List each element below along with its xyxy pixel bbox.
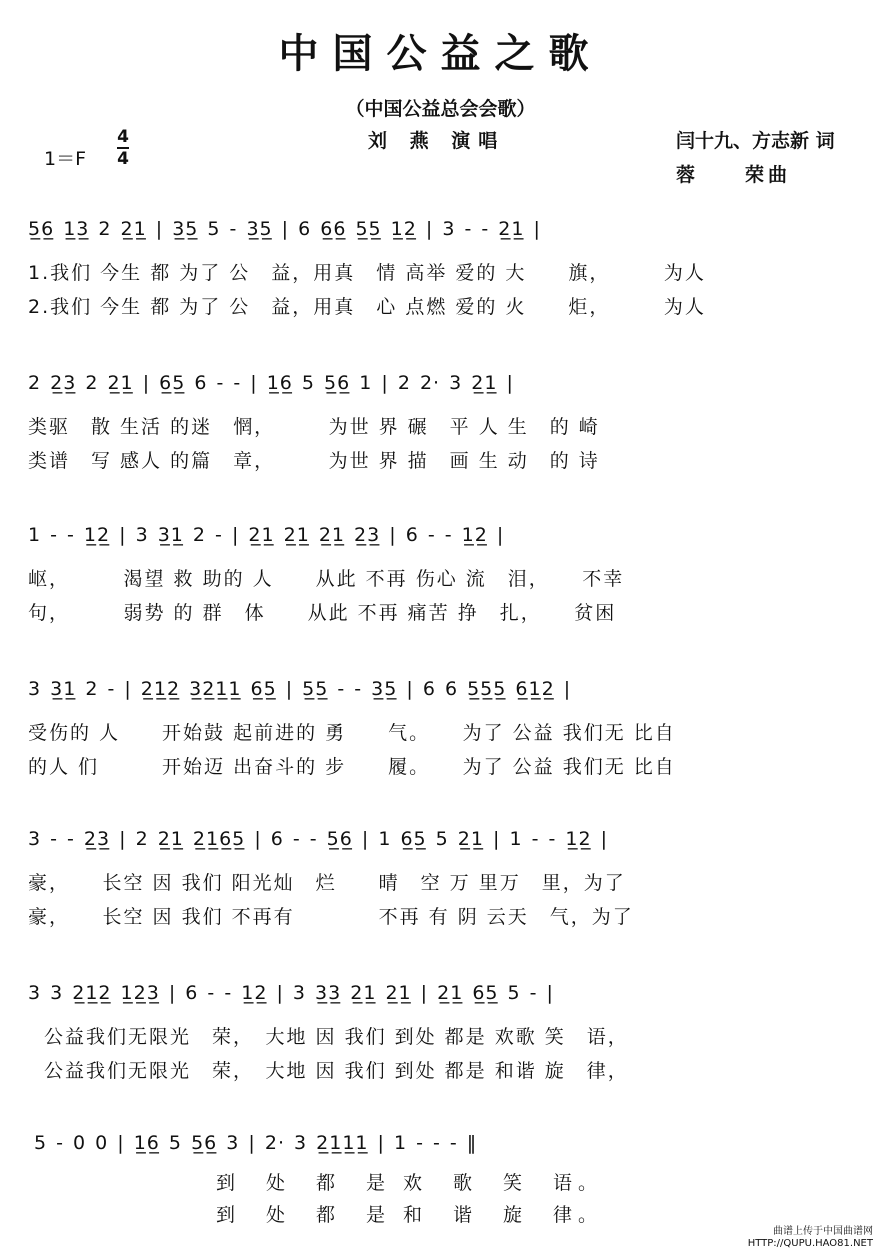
score-system-1 — [0, 218, 881, 346]
notation-line: 5 - 0 0 | 1̲6̲ 5 5̲6̲ 3 | 2· 3 2̲1̲1̲1̲ | 1 - - - ‖ — [34, 1132, 478, 1154]
notation-line: 3 - - 2̲3̲ | 2 2̲1̲ 2̲1̲6̲5̲ | 6 - - 5̲6̲ | 1 6̲5̲ 5 2̲1̲ | 1 - - 1̲2̲ | — [28, 828, 608, 850]
watermark-line-1: 曲谱上传于中国曲谱网 — [773, 1226, 873, 1237]
score-system-3 — [0, 524, 881, 652]
lyric-verse-2: 2.我们 今生 都 为了 公 益，用真 心 点燃 爱的 火 炬， 为人 — [28, 296, 706, 318]
lyric-verse-2: 公益我们无限光 荣， 大地 因 我们 到处 都是 和谐 旋 律， — [44, 1060, 629, 1082]
lyric-verse-2: 的人 们 开始迈 出奋斗的 步 履。 为了 公益 我们无 比自 — [28, 756, 676, 778]
composer-credit: 蓉 荣曲 — [676, 164, 792, 186]
lyric-verse-2: 到 处 都 是 和 谐 旋 律。 — [216, 1204, 604, 1226]
lyric-verse-1: 受伤的 人 开始鼓 起前进的 勇 气。 为了 公益 我们无 比自 — [28, 722, 676, 744]
notation-line: 5̲6̲ 1̲3̲ 2 2̲1̲ | 3̲5̲ 5 - 3̲5̲ | 6 6̲6̲ 5̲5̲ 1̲2̲ | 3 - - 2̲1̲ | — [28, 218, 541, 240]
time-signature — [117, 128, 129, 168]
singer-credit: 刘 燕 演唱 — [368, 130, 506, 152]
score-system-2 — [0, 372, 881, 500]
watermark-line-2: HTTP://QUPU.HAO81.NET — [747, 1238, 873, 1249]
lyric-verse-1: 公益我们无限光 荣， 大地 因 我们 到处 都是 欢歌 笑 语， — [44, 1026, 629, 1048]
notation-line: 3 3̲1̲ 2 - | 2̲1̲2̲ 3̲2̲1̲1̲ 6̲5̲ | 5̲5̲ - - 3̲5̲ | 6 6 5̲5̲5̲ 6̲1̲2̲ | — [28, 678, 572, 700]
notation-line: 3 3 2̲1̲2̲ 1̲2̲3̲ | 6 - - 1̲2̲ | 3 3̲3̲ 2̲1̲ 2̲1̲ | 2̲1̲ 6̲5̲ 5 - | — [28, 982, 554, 1004]
time-signature-top: 4 — [117, 127, 129, 147]
lyric-verse-1: 豪， 长空 因 我们 阳光灿 烂 晴 空 万 里万 里，为了 — [28, 872, 626, 894]
lyric-verse-1: 类驱 散 生活 的迷 惘， 为世 界 碾 平 人 生 的 崎 — [28, 416, 600, 438]
song-title: 中国公益之歌 — [278, 30, 603, 77]
lyric-verse-2: 豪， 长空 因 我们 不再有 不再 有 阴 云天 气，为了 — [28, 906, 634, 928]
lyric-verse-1: 1.我们 今生 都 为了 公 益，用真 情 高举 爱的 大 旗， 为人 — [28, 262, 706, 284]
notation-line: 2 2̲3̲ 2 2̲1̲ | 6̲5̲ 6 - - | 1̲6̲ 5 5̲6̲ 1 | 2 2· 3 2̲1̲ | — [28, 372, 514, 394]
notation-line: 1 - - 1̲2̲ | 3 3̲1̲ 2 - | 2̲1̲ 2̲1̲ 2̲1̲ 2̲3̲ | 6 - - 1̲2̲ | — [28, 524, 505, 546]
lyric-verse-2: 句， 弱势 的 群 体 从此 不再 痛苦 挣 扎， 贫困 — [28, 602, 617, 624]
lyricist-credit: 闫十九、方志新 词 — [676, 130, 835, 152]
score-system-6 — [0, 982, 881, 1110]
watermark — [748, 1226, 873, 1250]
lyric-verse-1: 到 处 都 是 欢 歌 笑 语。 — [216, 1172, 604, 1194]
lyric-verse-1: 岖， 渴望 救 助的 人 从此 不再 伤心 流 泪， 不幸 — [28, 568, 625, 590]
time-signature-bottom: 4 — [117, 149, 129, 169]
score-system-4 — [0, 678, 881, 806]
key-signature: 1＝F — [44, 148, 87, 170]
song-subtitle: （中国公益总会会歌） — [345, 98, 536, 120]
lyric-verse-2: 类谱 写 感人 的篇 章， 为世 界 描 画 生 动 的 诗 — [28, 450, 600, 472]
score-system-5 — [0, 828, 881, 956]
